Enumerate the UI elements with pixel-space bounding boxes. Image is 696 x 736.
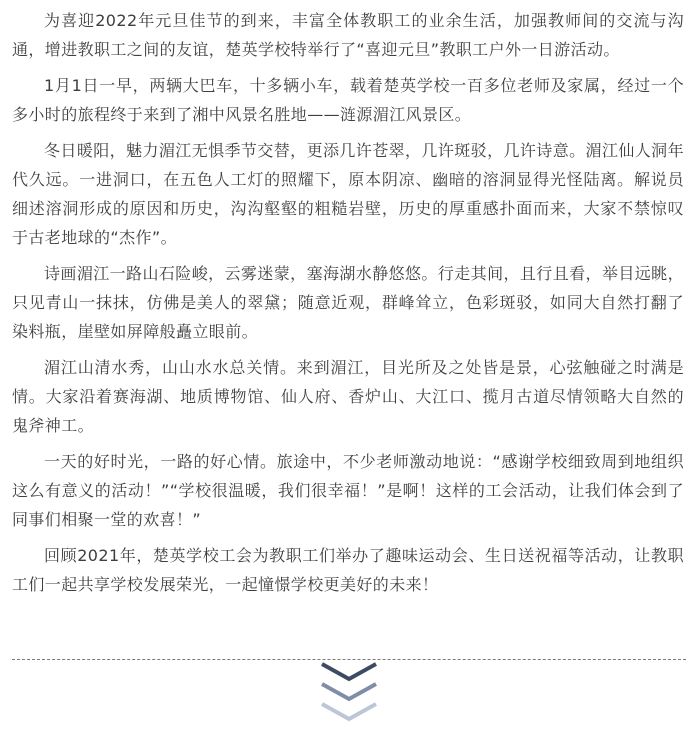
chevron-light-icon (322, 704, 376, 719)
chevron-mid-icon (322, 684, 376, 699)
paragraph-5: 湄江山清水秀，山山水水总关情。来到湄江，目光所及之处皆是景，心弦触碰之时满是情。大家沿着赛海湖、地质博物馆、仙人府、香炉山、大江口、揽月古道尽情领略大自然的鬼斧神工。 (12, 358, 684, 435)
paragraph-3: 冬日暖阳，魅力湄江无惧季节交替，更添几许苍翠，几许斑驳，几许诗意。湄江仙人洞年代久远。一进洞口，在五色人工灯的照耀下，原本阴凉、幽暗的溶洞显得光怪陆离。解说员细述溶洞形成的原因和历史，沟沟壑壑的粗糙岩壁，历史的厚重感扑面而来，大家不禁惊叹于古老地球的“杰作”。 (12, 141, 684, 247)
paragraph-2: 1月1日一早，两辆大巴车，十多辆小车，载着楚英学校一百多位老师及家属，经过一个多小时的旅程终于来到了湘中风景名胜地——涟源湄江风景区。 (12, 76, 684, 124)
paragraph-6: 一天的好时光，一路的好心情。旅途中，不少老师激动地说：“感谢学校细致周到地组织这么有意义的活动！”“学校很温暖，我们很幸福！”是啊！这样的工会活动，让我们体会到了同事们相聚一堂的欢喜！” (12, 452, 684, 529)
paragraph-1: 为喜迎2022年元旦佳节的到来，丰富全体教职工的业余生活，加强教师间的交流与沟通，增进教职工之间的友谊，楚英学校特举行了“喜迎元旦”教职工户外一日游活动。 (12, 11, 684, 59)
chevron-dark-icon (322, 664, 376, 679)
article-body (12, 6, 684, 606)
paragraph-7: 回顾2021年，楚英学校工会为教职工们举办了趣味运动会、生日送祝福等活动，让教职工们一起共享学校发展荣光，一起憧憬学校更美好的未来！ (12, 546, 684, 594)
paragraph-4: 诗画湄江一路山石险峻，云雾迷蒙，塞海湖水静悠悠。行走其间，且行且看，举目远眺，只见青山一抹抹，仿佛是美人的翠黛；随意近观，群峰耸立，色彩斑驳，如同大自然打翻了染料瓶，崖壁如屏障般矗立眼前。 (12, 264, 684, 341)
triple-chevron-down-icon (318, 660, 380, 728)
